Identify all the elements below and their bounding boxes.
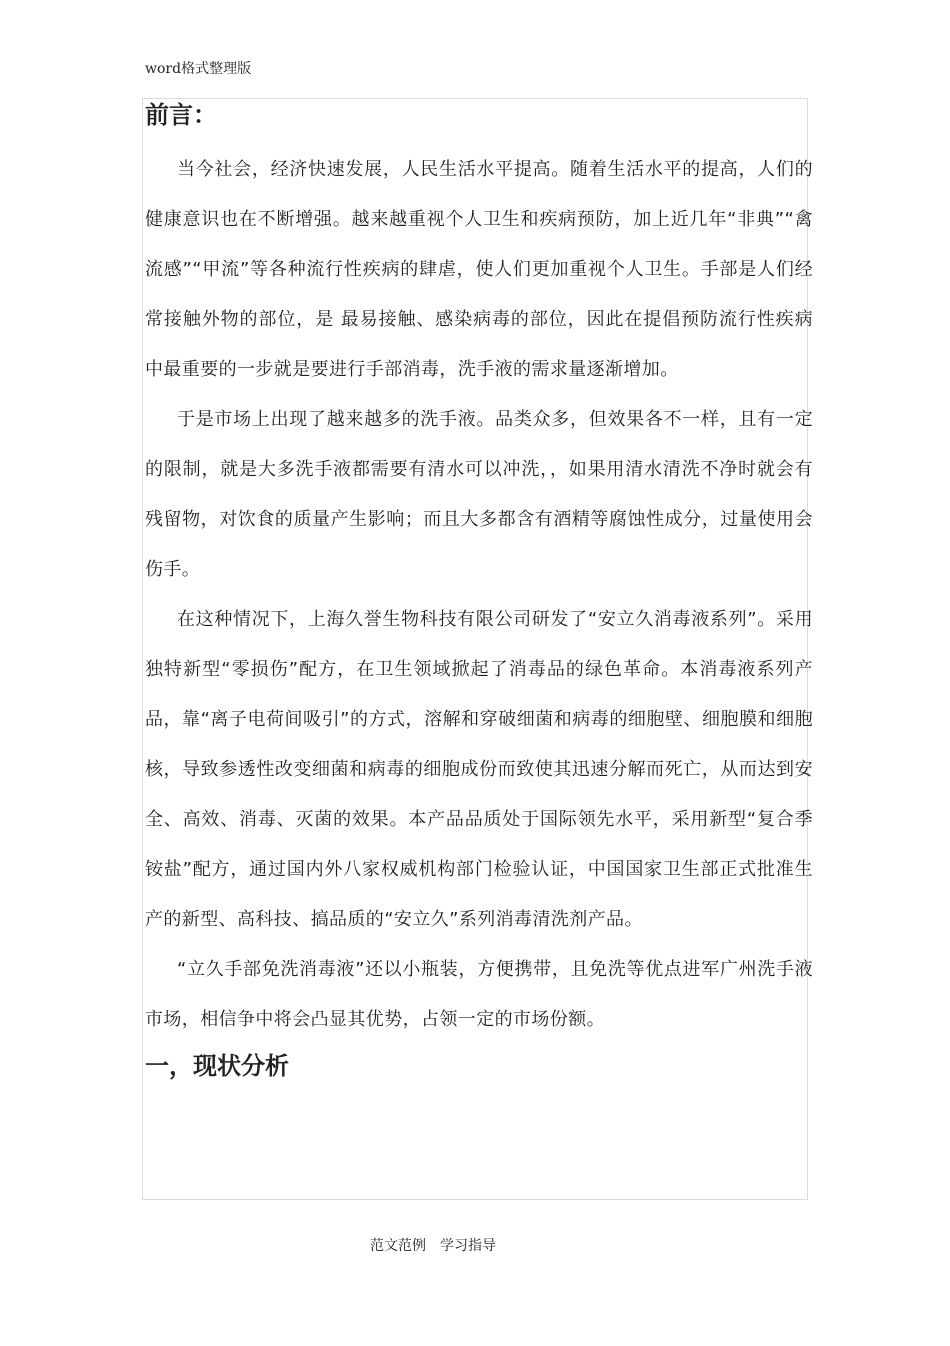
page-footer: 范文范例 学习指导 xyxy=(370,1238,496,1254)
page-header: word格式整理版 xyxy=(145,61,252,77)
paragraph-outlook: “立久手部免洗消毒液”还以小瓶装，方便携带，且免洗等优点进军广州洗手液市场，相信争中将会凸显其优势，占领一定的市场份额。 xyxy=(145,959,813,1030)
paragraph-product: 在这种情况下，上海久誉生物科技有限公司研发了“安立久消毒液系列”。采用独特新型“零损伤”配方，在卫生领域掀起了消毒品的绿色革命。本消毒液系列产品，靠“离子电荷间吸引”的方式，溶解和穿破细菌和病毒的细胞壁、细胞膜和细胞核，导致参透性改变细菌和病毒的细胞成份而致使其迅速分解而死亡，从而达到安全、高效、消毒、灭菌的效果。本产品品质处于国际领先水平，采用新型“复合季铵盐”配方，通过国内外八家权威机构部门检验认证，中国国家卫生部正式批准生产的新型、高科技、搞品质的“安立久”系列消毒清洗剂产品。 xyxy=(145,609,813,930)
section-heading-status-analysis: 一，现状分析 xyxy=(145,1052,289,1080)
paragraph-market: 于是市场上出现了越来越多的洗手液。品类众多，但效果各不一样，且有一定的限制，就是大多洗手液都需要有清水可以冲洗，，如果用清水清洗不净时就会有残留物，对饮食的质量产生影响；而且大多都含有酒精等腐蚀性成分，过量使用会伤手。 xyxy=(145,409,813,580)
document-body xyxy=(145,96,813,1087)
paragraph-intro: 当今社会，经济快速发展，人民生活水平提高。随着生活水平的提高，人们的健康意识也在不断增强。越来越重视个人卫生和疾病预防，加上近几年“非典”“禽流感”“甲流”等各种流行性疾病的肆虐，使人们更加重视个人卫生。手部是人们经常接触外物的部位，是 最易接触、感染病毒的部位，因此在提倡预防流行性疾病中最重要的一步就是要进行手部消毒，洗手液的需求量逐渐增加。 xyxy=(145,159,813,380)
preface-heading: 前言： xyxy=(145,101,217,129)
